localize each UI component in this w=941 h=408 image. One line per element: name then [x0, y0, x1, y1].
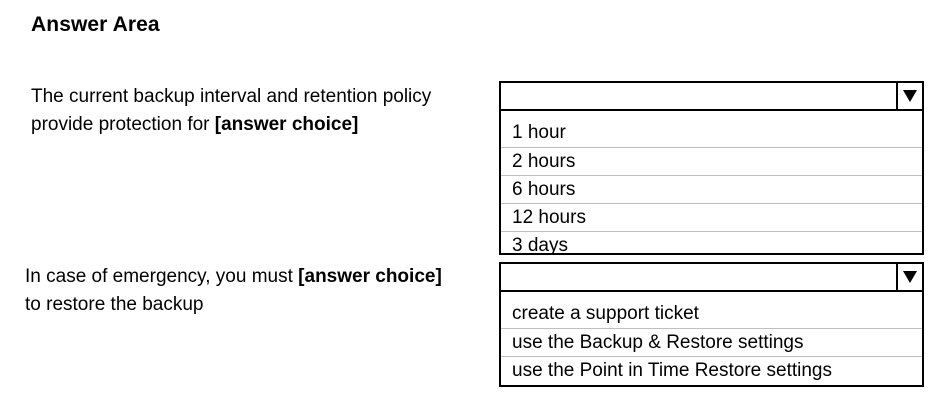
dropdown-option-6-hours[interactable]: 6 hours — [501, 175, 922, 203]
dropdown-option-create-support-ticket[interactable]: create a support ticket — [512, 303, 699, 324]
triangle-down-icon[interactable] — [896, 264, 922, 290]
dropdown-option-point-in-time-restore[interactable]: use the Point in Time Restore settings — [501, 356, 922, 384]
question-1-line-1: The current backup interval and retention policy — [31, 86, 432, 107]
question-1-line-2 — [31, 111, 491, 139]
answer-area-title: Answer Area — [31, 13, 160, 36]
dropdown-option-1-hour[interactable]: 1 hour — [512, 122, 566, 143]
question-2-dropdown[interactable] — [499, 262, 924, 387]
question-2-answer-placeholder: [answer choice] — [298, 266, 442, 287]
question-2-line-1 — [25, 263, 495, 291]
question-1 — [31, 83, 491, 139]
question-1-answer-placeholder: [answer choice] — [214, 114, 359, 135]
question-2 — [25, 263, 495, 319]
dropdown-option-3-days[interactable]: 3 days — [501, 231, 922, 259]
question-1-dropdown-options — [501, 119, 922, 259]
question-2-line-1-text: In case of emergency, you must — [25, 266, 299, 287]
question-1-dropdown-field[interactable] — [501, 83, 922, 111]
dropdown-option-backup-restore-settings[interactable]: use the Backup & Restore settings — [501, 328, 922, 356]
dropdown-option-12-hours[interactable]: 12 hours — [501, 203, 922, 231]
question-2-line-2: to restore the backup — [25, 294, 204, 315]
dropdown-option-2-hours[interactable]: 2 hours — [501, 147, 922, 175]
triangle-down-icon[interactable] — [896, 83, 922, 109]
question-2-dropdown-field[interactable] — [501, 264, 922, 292]
question-2-dropdown-options — [501, 300, 922, 384]
question-1-line-2-text: provide protection for — [31, 114, 215, 135]
question-1-dropdown[interactable] — [499, 81, 924, 255]
